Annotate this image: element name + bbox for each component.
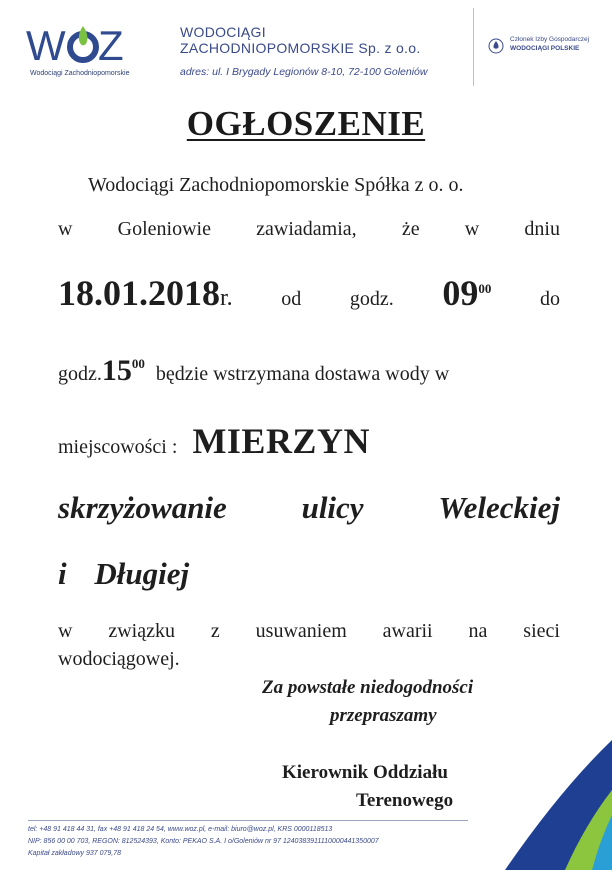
izba-label: Członek Izby Gospodarczej bbox=[510, 36, 590, 43]
street-word: Weleckiej bbox=[438, 490, 560, 525]
word: w bbox=[58, 620, 73, 642]
word: dniu bbox=[524, 218, 560, 240]
street-line-1 bbox=[58, 490, 560, 526]
signature-title-1: Kierownik Oddziału bbox=[282, 762, 448, 783]
woz-logo bbox=[26, 20, 138, 68]
date-suffix: r. bbox=[220, 285, 233, 311]
word: że bbox=[401, 218, 420, 240]
end-minutes: 00 bbox=[131, 356, 145, 372]
word: sieci bbox=[523, 620, 560, 642]
footer-registration: NIP: 856 00 00 703, REGON: 812524393, Konto: PEKAO S.A. I o/Goleniów nr 97 1240383911110000441350007 bbox=[28, 838, 379, 845]
logo-subtitle: Wodociągi Zachodniopomorskie bbox=[30, 70, 130, 77]
signature-title-2: Terenowego bbox=[356, 790, 454, 811]
word: związku bbox=[108, 620, 175, 642]
word: usuwaniem bbox=[255, 620, 347, 642]
word: awarii bbox=[382, 620, 433, 642]
street-word: ulicy bbox=[301, 490, 364, 525]
notice-line-4 bbox=[58, 354, 449, 388]
apology-line-1: Za powstałe niedogodności bbox=[262, 677, 474, 698]
izba-name: WODOCIĄGI POLSKIE bbox=[510, 45, 580, 52]
word-do: do bbox=[540, 288, 560, 310]
company-name-line1: WODOCIĄGI bbox=[180, 24, 266, 40]
start-minutes: 00 bbox=[478, 281, 492, 297]
street-word: skrzyżowanie bbox=[58, 490, 227, 525]
water-drop-badge-icon bbox=[488, 38, 504, 54]
notice-line-5 bbox=[58, 420, 370, 462]
street-line-2: i Długiej bbox=[58, 556, 190, 591]
outage-date-group bbox=[58, 272, 233, 314]
word-godz: godz. bbox=[349, 288, 394, 310]
locality-label: miejscowości : bbox=[58, 436, 178, 458]
company-name-line2: ZACHODNIOPOMORSKIE Sp. z o.o. bbox=[180, 40, 421, 56]
notice-line-2 bbox=[58, 218, 560, 241]
header-divider bbox=[473, 8, 474, 86]
word-od: od bbox=[281, 288, 302, 310]
word: w bbox=[58, 218, 73, 240]
word: z bbox=[210, 620, 220, 642]
word-godz-2: godz. bbox=[58, 363, 102, 385]
footer-contact: tel: +48 91 418 44 31, fax +48 91 418 24 54, www.woz.pl, e-mail: biuro@woz.pl, KRS 0000118513 bbox=[28, 826, 333, 833]
reason-line-1 bbox=[58, 620, 560, 643]
locality-name: MIERZYN bbox=[192, 421, 370, 461]
reason-line-2: wodociągowej. bbox=[58, 648, 180, 670]
company-name bbox=[180, 24, 421, 56]
line-4-text: będzie wstrzymana dostawa wody w bbox=[155, 363, 450, 385]
footer-capital: Kapitał zakładowy 937 079,78 bbox=[28, 850, 122, 857]
end-hour: 15 bbox=[101, 354, 132, 387]
apology-line-2: przepraszamy bbox=[330, 705, 437, 726]
logo-letter-z: Z bbox=[98, 22, 124, 68]
outage-date: 18.01.2018 bbox=[58, 273, 220, 313]
word: Goleniowie bbox=[117, 218, 211, 240]
footer-divider bbox=[28, 820, 468, 821]
notice-line-1: Wodociągi Zachodniopomorskie Spółka z o. o. bbox=[88, 174, 464, 196]
water-drop-icon bbox=[79, 26, 88, 45]
start-time bbox=[442, 272, 491, 314]
logo-letter-w: W bbox=[26, 22, 66, 68]
word: w bbox=[464, 218, 480, 240]
word: na bbox=[468, 620, 488, 642]
word: zawiadamia, bbox=[256, 218, 357, 240]
start-hour: 09 bbox=[442, 273, 479, 313]
notice-title: OGŁOSZENIE bbox=[186, 104, 426, 143]
notice-line-3 bbox=[58, 272, 560, 314]
company-address: adres: ul. I Brygady Legionów 8-10, 72-100 Goleniów bbox=[180, 66, 428, 78]
